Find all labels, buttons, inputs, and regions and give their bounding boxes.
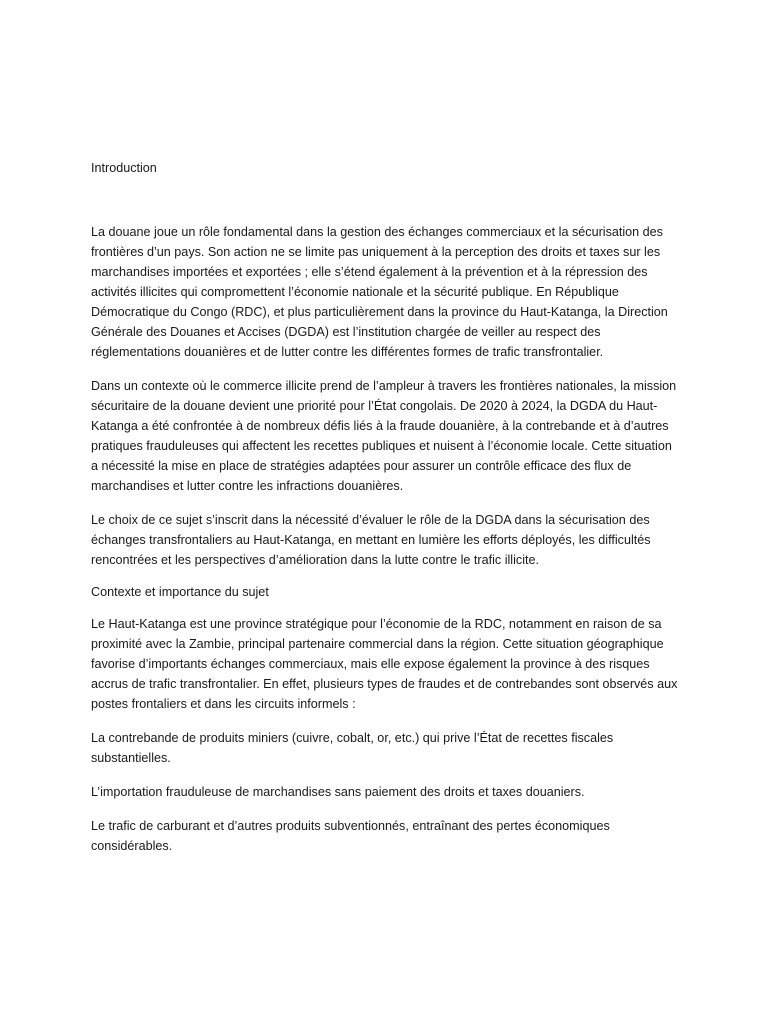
heading-context: Contexte et importance du sujet: [91, 585, 269, 599]
paragraph-context-2: La contrebande de produits miniers (cuivre, cobalt, or, etc.) qui prive l’État de recettes fiscales substantielles.: [91, 731, 614, 765]
paragraph-intro-3: Le choix de ce sujet s’inscrit dans la nécessité d’évaluer le rôle de la DGDA dans la sécurisation des échanges transfrontaliers au Haut-Katanga, en mettant en lumière les efforts déployés, les difficultés rencontrées et les perspectives d’amélioration dans la lutte contre le trafic illicite.: [91, 513, 651, 567]
paragraph-context-1: Le Haut-Katanga est une province stratégique pour l’économie de la RDC, notamment en raison de sa proximité avec la Zambie, principal partenaire commercial dans la région. Cette situation géographique favorise d’importants échanges commerciaux, mais elle expose également la province à des risques accrus de trafic transfrontalier. En effet, plusieurs types de fraudes et de contrebandes sont observés aux postes frontaliers et dans les circuits informels :: [91, 617, 678, 711]
paragraph-context-4: Le trafic de carburant et d’autres produits subventionnés, entraînant des pertes économiques considérables.: [91, 819, 610, 853]
document-page: [91, 158, 681, 870]
paragraph-intro-2: Dans un contexte où le commerce illicite prend de l’ampleur à travers les frontières nationales, la mission sécuritaire de la douane devient une priorité pour l’État congolais. De 2020 à 2024, la DGDA du Haut-Katanga a été confrontée à de nombreux défis liés à la fraude douanière, à la contrebande et à d’autres pratiques frauduleuses qui affectent les recettes publiques et nuisent à l’économie locale. Cette situation a nécessité la mise en place de stratégies adaptées pour assurer un contrôle efficace des flux de marchandises et lutter contre les infractions douanières.: [91, 379, 677, 493]
heading-introduction: Introduction: [91, 161, 157, 175]
paragraph-intro-1: La douane joue un rôle fondamental dans la gestion des échanges commerciaux et la sécurisation des frontières d’un pays. Son action ne se limite pas uniquement à la perception des droits et taxes sur les marchandises importées et exportées ; elle s’étend également à la prévention et à la répression des activités illicites qui compromettent l’économie nationale et la sécurité publique. En République Démocratique du Congo (RDC), et plus particulièrement dans la province du Haut-Katanga, la Direction Générale des Douanes et Accises (DGDA) est l’institution chargée de veiller au respect des réglementations douanières et de lutter contre les différentes formes de trafic transfrontalier.: [91, 225, 668, 359]
paragraph-context-3: L’importation frauduleuse de marchandises sans paiement des droits et taxes douaniers.: [91, 785, 585, 799]
